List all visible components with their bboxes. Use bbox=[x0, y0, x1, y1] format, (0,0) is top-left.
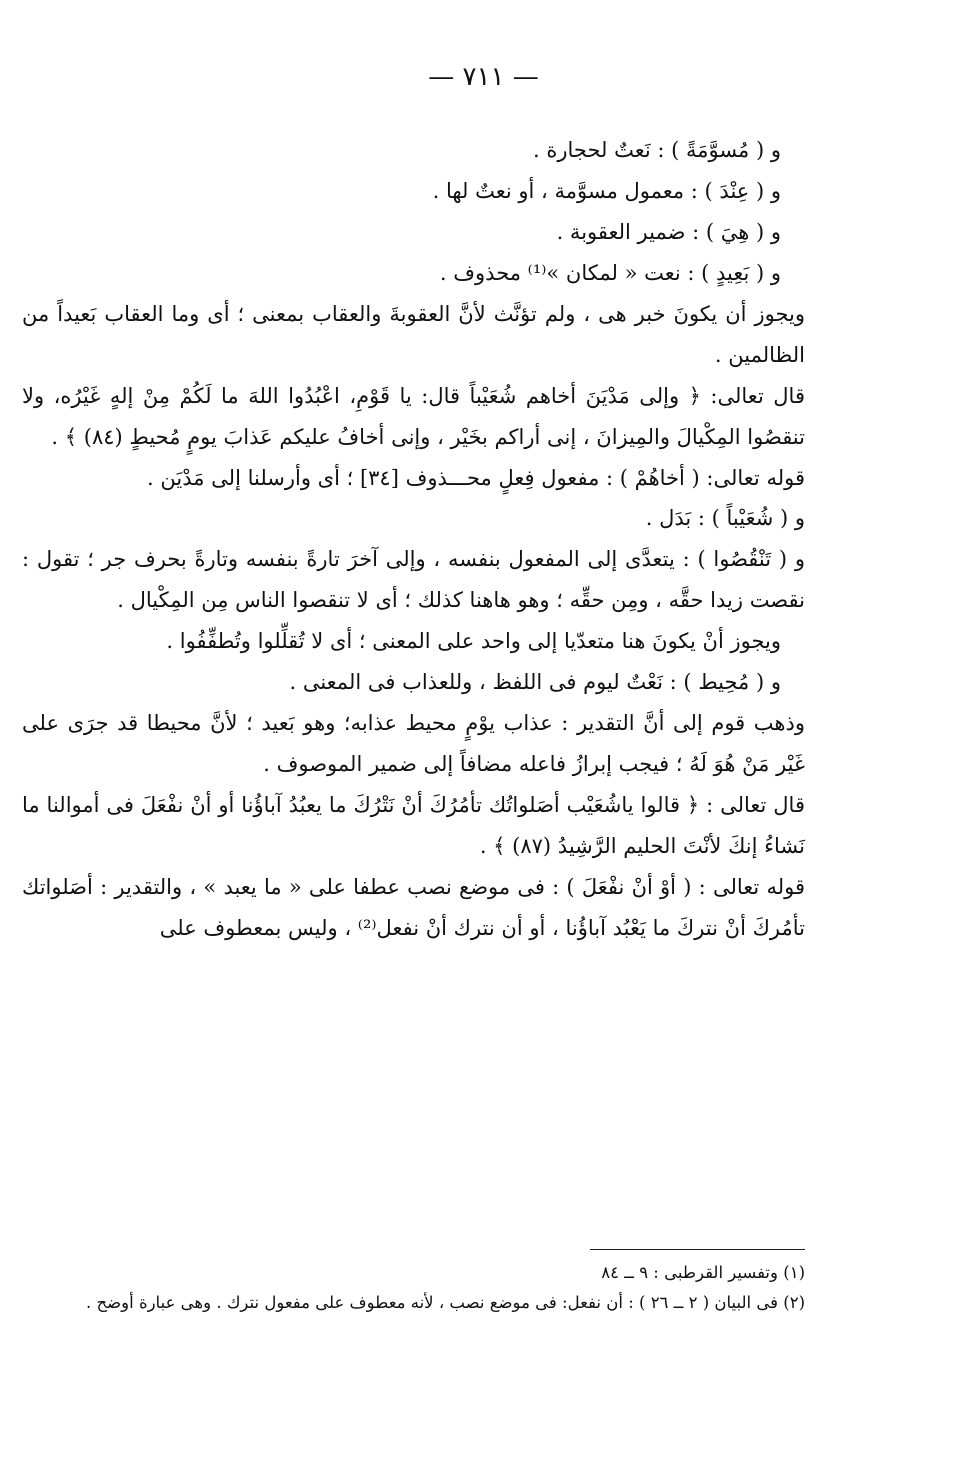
paragraph: وذهب قوم إلى أنَّ التقدير : عذاب يوْمٍ محيط عذابه؛ وهو بَعيد ؛ لأنَّ محيطا قد جرَى على غَيْر مَنْ هُوَ لَهُ ؛ فيجب إبرازُ فاعله مضافاً إلى ضمير الموصوف . bbox=[22, 711, 805, 777]
paragraph: و ( عِنْدَ ) : معمول مسوَّمة ، أو نعتٌ لها . bbox=[432, 178, 781, 203]
paragraph: و ( مُحِيط ) : نَعْتٌ ليوم فى اللفظ ، وللعذاب فى المعنى . bbox=[289, 670, 781, 695]
footnote: (٢) فى البيان ( ٢ ــ ٢٦ ) : أن نفعل: فى موضع نصب ، لأنه معطوف على مفعول نترك . وهى عبارة أوضح . bbox=[86, 1292, 805, 1312]
paragraph: ويجوز أن يكونَ خبر هى ، ولم تؤنَّث لأنَّ العقوبةَ والعقاب بمعنى ؛ أى وما العقاب بَعيداً من الظالمين . bbox=[22, 301, 805, 367]
paragraph: قوله تعالى : ( أوْ أنْ نفْعَلَ ) : فى موضع نصب عطفا على « ما يعبد » ، والتقدير : أصَلواتك تأمُركَ أنْ نتركَ ما يَعْبُد آباؤُنا ، أو أن نترك أنْ نفعل⁽²⁾ ، وليس بمعطوف على bbox=[22, 874, 805, 940]
quran-verse: قال تعالى: ﴿ وإلى مَدْيَنَ أخاهم شُعَيْباً قال: يا قَوْمِ، اعْبُدُوا اللهَ ما لَكُمْ مِنْ إلهٍ غَيْرُه، ولا تنقصُوا المِكْيالَ والمِيزانَ ، إنى أراكم بخَيْر ، وإنى أخافُ عليكم عَذابَ يومٍ مُحيطٍ (٨٤) ﴾ . bbox=[22, 383, 805, 449]
body-text bbox=[22, 130, 805, 949]
paragraph: و ( هِيَ ) : ضمير العقوبة . bbox=[556, 219, 781, 244]
paragraph: و ( بَعِيدٍ ) : نعت « لمكان »⁽¹⁾ محذوف . bbox=[439, 260, 781, 285]
paragraph: و ( مُسوَّمَةً ) : نَعتٌ لحجارة . bbox=[533, 138, 781, 162]
footnote-separator bbox=[590, 1249, 805, 1250]
paragraph: ويجوز أنْ يكونَ هنا متعدّيا إلى واحد على المعنى ؛ أى لا تُقلِّلوا وتُطفِّفُوا . bbox=[166, 629, 781, 654]
paragraph: قوله تعالى: ( أخاهُمْ ) : مفعول فِعلٍ محـــذوف [٣٤] ؛ أى وأرسلنا إلى مَدْيَن . bbox=[147, 465, 805, 490]
footnote: (١) وتفسير القرطبى : ٩ ــ ٨٤ bbox=[601, 1263, 805, 1282]
paragraph: و ( تَنْقُصُوا ) : يتعدَّى إلى المفعول بنفسه ، وإلى آخرَ تارةً بنفسه وتارةً بحرف جر ؛ تقول : نقصت زيدا حقَّه ، ومِن حقِّه ؛ وهو هاهنا كذلك ؛ أى لا تنقصوا الناس مِن المِكْيال . bbox=[22, 547, 805, 613]
footnotes bbox=[22, 1258, 805, 1317]
paragraph: و ( شُعَيْباً ) : بَدَل . bbox=[645, 506, 805, 531]
quran-verse: قال تعالى : ﴿ قالوا ياشُعَيْب أصَلواتُك تأمُرُكَ أنْ نَتْرُكَ ما يعبُدُ آباؤُنا أو أنْ نفْعَلَ فى أموالنا ما نَشاءُ إنكَ لأنْتَ الحليم الرَّشِيدُ (٨٧) ﴾ . bbox=[22, 793, 805, 858]
page-number: — ٧١١ — bbox=[428, 62, 539, 92]
